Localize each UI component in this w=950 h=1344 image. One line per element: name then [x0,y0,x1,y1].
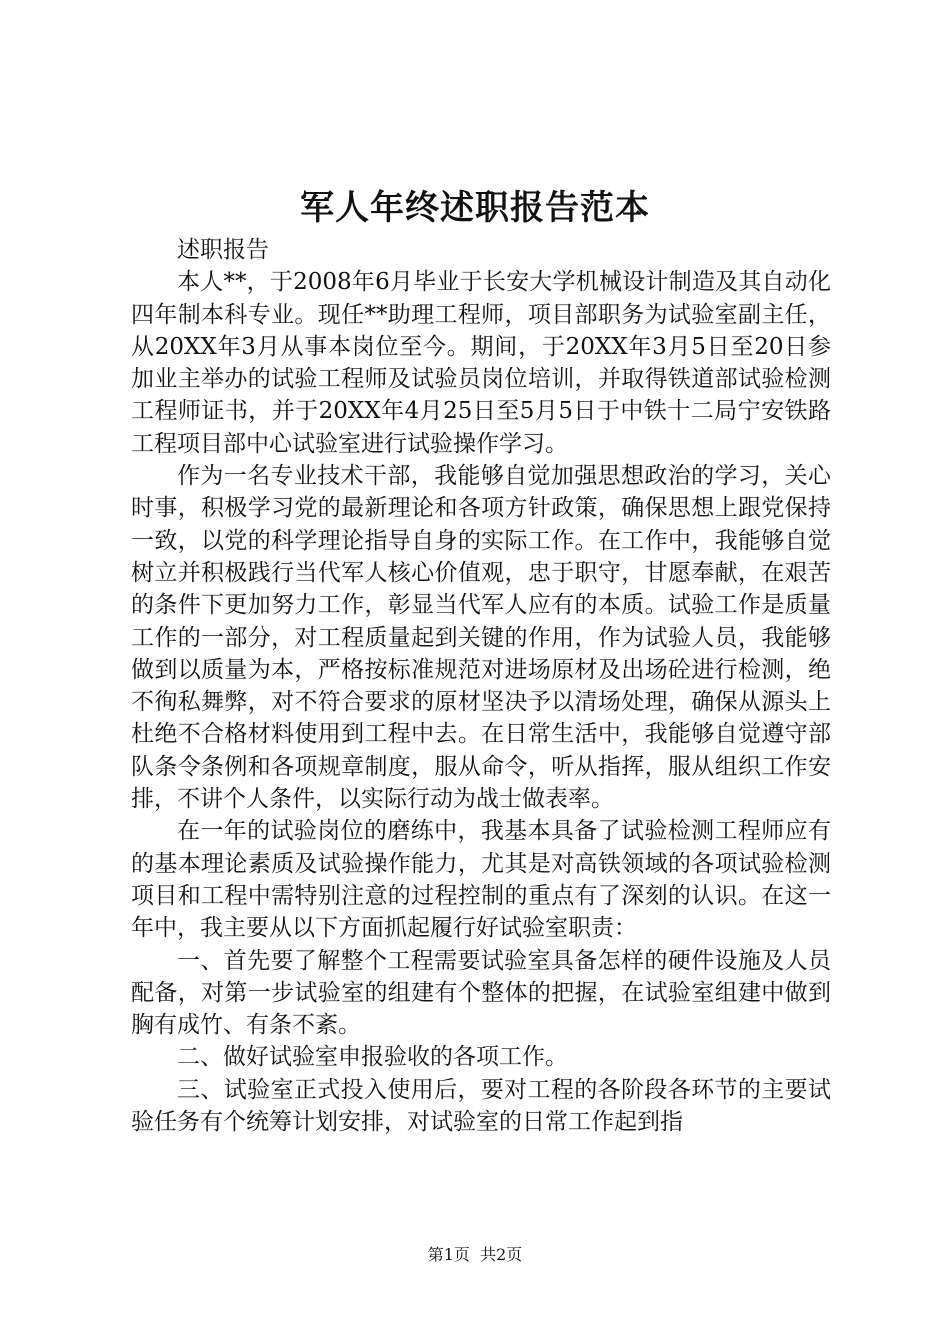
paragraph: 本人**，于2008年6月毕业于长安大学机械设计制造及其自动化四年制本科专业。现任**助理工程师，项目部职务为试验室副主任，从20XX年3月从事本岗位至今。期间，于20XX年3月5日至20日参加业主举办的试验工程师及试验员岗位培训，并取得铁道部试验检测工程师证书，并于20XX年4月25日至5月5日于中铁十二局宁安铁路工程项目部中心试验室进行试验操作学习。 [131,269,831,457]
paragraph-heading: 述职报告 [177,237,269,263]
document-title: 军人年终述职报告范本 [300,188,650,228]
page-total: 共2页 [480,1245,523,1264]
paragraph: 二、做好试验室申报验收的各项工作。 [177,1044,568,1071]
page-number: 第1页 [427,1245,470,1264]
paragraph: 在一年的试验岗位的磨练中，我基本具备了试验检测工程师应有的基本理论素质及试验操作能力，尤其是对高铁领域的各项试验检测项目和工程中需特别注意的过程控制的重点有了深刻的认识。在这一年中，我主要从以下方面抓起履行好试验室职责： [131,818,831,942]
paragraph: 三、试验室正式投入使用后，要对工程的各阶段各环节的主要试验任务有个统筹计划安排，对试验室的日常工作起到指 [131,1076,831,1136]
page-footer [0,1244,950,1266]
document-body [131,234,831,1138]
paragraph: 一、首先要了解整个工程需要试验室具备怎样的硬件设施及人员配备，对第一步试验室的组建有个整体的把握，在试验室组建中做到胸有成竹、有条不紊。 [131,947,831,1039]
paragraph: 作为一名专业技术干部，我能够自觉加强思想政治的学习，关心时事，积极学习党的最新理论和各项方针政策，确保思想上跟党保持一致，以党的科学理论指导自身的实际工作。在工作中，我能够自觉树立并积极践行当代军人核心价值观，忠于职守，甘愿奉献，在艰苦的条件下更加努力工作，彰显当代军人应有的本质。试验工作是质量工作的一部分，对工程质量起到关键的作用，作为试验人员，我能够做到以质量为本，严格按标准规范对进场原材及出场砼进行检测，绝不徇私舞弊，对不符合要求的原材坚决予以清场处理，确保从源头上杜绝不合格材料使用到工程中去。在日常生活中，我能够自觉遵守部队条令条例和各项规章制度，服从命令，听从指挥，服从组织工作安排，不讲个人条件，以实际行动为战士做表率。 [131,463,831,813]
